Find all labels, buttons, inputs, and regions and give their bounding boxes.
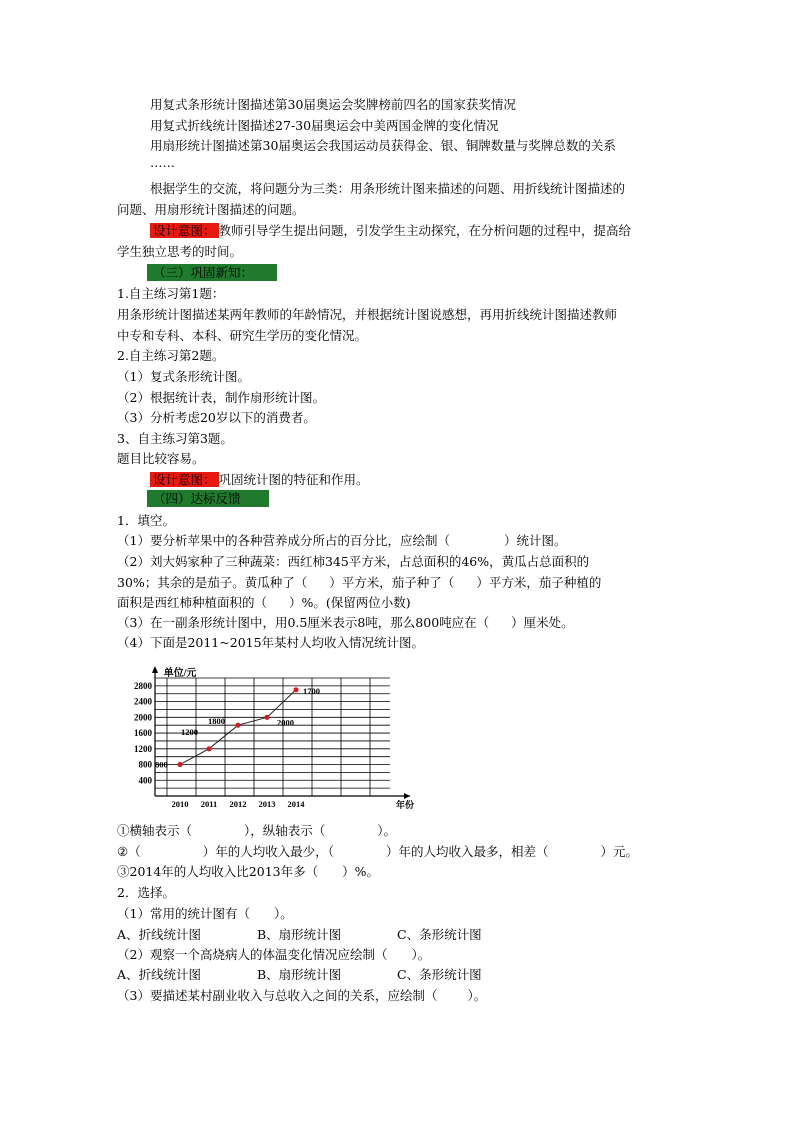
option-b[interactable]: B、扇形统计图 [257, 927, 342, 942]
y-tick-label: 2800 [134, 680, 152, 691]
chart-q1-text-a: ①横轴表示（ [117, 823, 193, 838]
income-line-chart [125, 660, 425, 810]
intro-paragraph-1: 根据学生的交流，将问题分为三类：用条形统计图来描述的问题、用折线统计图描述的 [150, 181, 626, 196]
fill-q2-text-d: 面积是西红柿种植面积的（ [117, 595, 268, 610]
design-intent-text: 教师引导学生提出问题，引发学生主动探究，在分析问题的过程中，提高给 [218, 223, 632, 238]
fill-q1-text: （1）要分析苹果中的各种营养成分所占的百分比，应绘制（ [117, 533, 450, 548]
intro-line-1: 用复式条形统计图描述第30届奥运会奖牌榜前四名的国家获奖情况 [150, 97, 516, 112]
choose-q1-options [117, 926, 482, 944]
option-c[interactable]: C、条形统计图 [397, 927, 482, 942]
choose-q3-text: （3）要描述某村副业收入与总收入之间的关系，应绘制（ [117, 988, 438, 1003]
chart-q2-text-c: ）年的人均收入最多，相差（ [385, 844, 549, 859]
x-tick-label: 2010 [171, 799, 189, 809]
fill-q2-line-1: （2）刘大妈家种了三种蔬菜：西红柿345平方米，占总面积的46%，黄瓜占总面积的 [117, 554, 590, 569]
design-intent-2 [150, 471, 369, 489]
fill-q2-text-e: ）%。(保留两位小数) [289, 595, 411, 610]
x-tick-label: 2013 [258, 799, 276, 809]
design-intent-1 [150, 222, 631, 240]
y-tick-label: 400 [138, 775, 152, 786]
section-4-label: （四）达标反馈 [147, 490, 269, 507]
chart-q1 [117, 822, 396, 840]
choose-q1-end: ）。 [273, 906, 293, 921]
choose-q2 [117, 946, 430, 964]
design-intent-tag: 设计意图： [150, 223, 219, 238]
exercise-1-head: 1.自主练习第1题： [117, 286, 225, 301]
option-c-2[interactable]: C、条形统计图 [397, 967, 482, 982]
data-label: 1700 [303, 685, 320, 696]
x-axis-label: 年份 [395, 800, 415, 810]
y-tick-label: 2000 [134, 712, 152, 723]
fill-q4: （4）下面是2011~2015年某村人均收入情况统计图。 [117, 635, 425, 650]
fill-q1-end: ）统计图。 [503, 533, 567, 548]
fill-q3-end: ）厘米处。 [511, 615, 574, 630]
exercise-2-item-2: （2）根据统计表，制作扇形统计图。 [117, 390, 325, 405]
choose-q1-text: （1）常用的统计图有（ [117, 906, 250, 921]
chart-q2-text-d: ）元。 [600, 844, 639, 859]
chart-q1-text-b: ），纵轴表示（ [244, 823, 326, 838]
chart-q2-text-b: ）年的人均收入最少，（ [202, 844, 334, 859]
exercise-3-head: 3、自主练习第3题。 [117, 431, 233, 446]
choose-q2-end: ）。 [411, 947, 431, 962]
data-label: 800 [155, 759, 168, 770]
x-tick-label: 2011 [200, 799, 218, 809]
y-axis-arrow [152, 666, 158, 673]
exercise-2-item-3: （3）分析考虑20岁以下的消费者。 [117, 410, 316, 425]
exercise-3-text: 题目比较容易。 [117, 451, 205, 466]
design-intent-1-cont: 学生独立思考的时间。 [117, 244, 243, 259]
data-point [235, 723, 240, 728]
option-b-2[interactable]: B、扇形统计图 [257, 967, 342, 982]
data-point [264, 715, 269, 720]
design-intent-2-tag: 设计意图： [150, 472, 219, 487]
intro-line-2: 用复式折线统计图描述27-30届奥运会中美两国金牌的变化情况 [150, 118, 499, 133]
data-point [177, 762, 182, 767]
choose-q3 [117, 987, 486, 1005]
fill-head: 1．填空。 [117, 513, 175, 528]
fill-q2-text-b: ）平方米，茄子种了（ [329, 575, 455, 590]
section-3-title [147, 264, 277, 282]
x-tick-label: 2014 [287, 799, 305, 809]
intro-paragraph-2: 问题、用扇形统计图描述的问题。 [117, 202, 305, 217]
intro-ellipsis: …… [150, 155, 175, 170]
chart-q3-text-a: ③2014年的人均收入比2013年多（ [117, 864, 319, 879]
option-a-2[interactable]: A、折线统计图 [117, 967, 202, 982]
y-tick-label: 1200 [134, 743, 152, 754]
y-tick-label: 1600 [134, 728, 152, 739]
section-4-title [147, 490, 269, 508]
fill-q2-line-3 [117, 594, 411, 612]
data-point [293, 687, 298, 692]
option-a[interactable]: A、折线统计图 [117, 927, 202, 942]
data-label: 1800 [208, 716, 225, 727]
exercise-2-head: 2.自主练习第2题。 [117, 348, 225, 363]
chart-q3-text-b: ）%。 [342, 864, 380, 879]
choose-head: 2．选择。 [117, 885, 175, 900]
chart-q3 [117, 863, 379, 881]
choose-q3-end: ）。 [467, 988, 487, 1003]
design-intent-2-text: 巩固统计图的特征和作用。 [218, 472, 369, 487]
choose-q2-options [117, 966, 482, 984]
exercise-2-item-1: （1）复式条形统计图。 [117, 369, 250, 384]
fill-q3 [117, 614, 574, 632]
y-tick-label: 800 [138, 759, 152, 770]
y-axis-label: 单位/元 [163, 668, 197, 679]
choose-q2-text: （2）观察一个高烧病人的体温变化情况应绘制（ [117, 947, 388, 962]
x-axis-arrow [404, 793, 410, 799]
fill-q2-text-c: ）平方米，茄子种植的 [476, 575, 602, 590]
x-tick-label: 2012 [229, 799, 247, 809]
section-3-label: （三）巩固新知： [147, 264, 277, 281]
chart-q2 [117, 843, 638, 861]
exercise-1-line-1: 用条形统计图描述某两年教师的年龄情况，并根据统计图说感想，再用折线统计图描述教师 [117, 307, 618, 322]
fill-q2-line-2 [117, 574, 601, 592]
data-label: 1200 [181, 726, 198, 737]
intro-line-3: 用扇形统计图描述第30届奥运会我国运动员获得金、银、铜牌数量与奖牌总数的关系 [150, 138, 616, 153]
chart-q2-text-a: ②（ [117, 844, 141, 859]
fill-q2-text-a: 30%；其余的是茄子。黄瓜种了（ [117, 575, 308, 590]
fill-q1 [117, 532, 566, 550]
data-label: 2000 [277, 717, 294, 728]
choose-q1 [117, 905, 293, 923]
fill-q3-text: （3）在一副条形统计图中，用0.5厘米表示8吨，那么800吨应在（ [117, 615, 490, 630]
chart-q1-text-c: ）。 [377, 823, 397, 838]
exercise-1-line-2: 中专和专科、本科、研究生学历的变化情况。 [117, 328, 368, 343]
y-tick-label: 2400 [134, 696, 152, 707]
data-point [206, 746, 211, 751]
